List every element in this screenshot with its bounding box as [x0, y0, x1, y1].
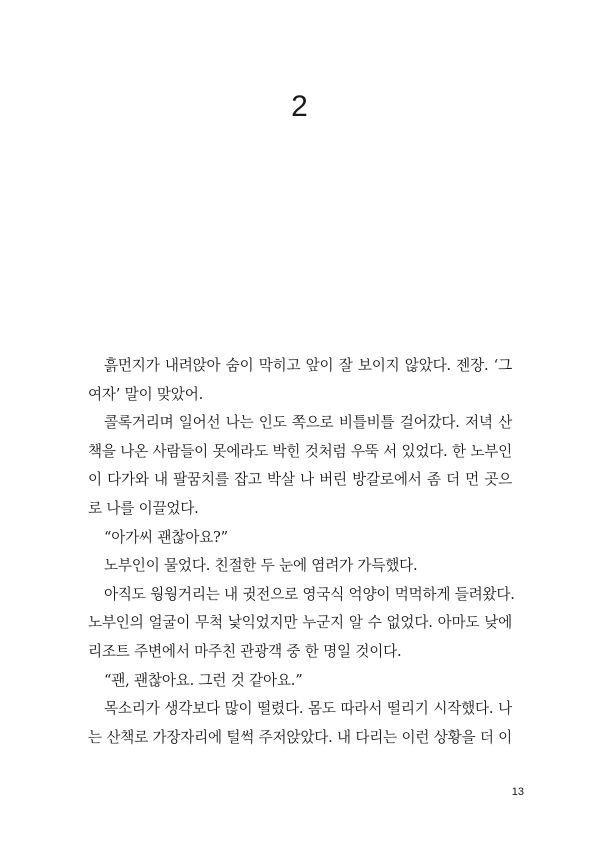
text-line: “괜, 괜찮아요. 그런 것 같아요.” — [104, 671, 303, 689]
text-line: 이 다가와 내 팔꿈치를 잡고 박살 나 버린 방갈로에서 좀 더 먼 곳으 — [88, 471, 512, 489]
paragraph — [88, 695, 512, 752]
text-line: 노부인의 얼굴이 무척 낯익었지만 누군지 알 수 없었다. 아마도 낮에 — [88, 614, 512, 632]
text-line: 로 나를 이끌었다. — [88, 499, 199, 517]
text-line: 노부인이 물었다. 친절한 두 눈에 염려가 가득했다. — [104, 557, 418, 575]
text-line: 흙먼지가 내려앉아 숨이 막히고 앞이 잘 보이지 않았다. 젠장. ‘그 — [104, 357, 512, 374]
text-line: 는 산책로 가장자리에 털썩 주저앉았다. 내 다리는 이런 상황을 더 이 — [88, 728, 513, 746]
paragraph — [88, 352, 512, 409]
paragraph — [88, 552, 512, 581]
body-text — [88, 352, 515, 752]
text-line: 콜록거리며 일어선 나는 인도 쪽으로 비틀비틀 걸어갔다. 저녁 산 — [104, 414, 512, 432]
text-line: 책을 나온 사람들이 못에라도 박힌 것처럼 우뚝 서 있었다. 한 노부인 — [88, 442, 513, 460]
paragraph — [88, 409, 512, 523]
paragraph — [88, 581, 515, 667]
chapter-number: 2 — [291, 90, 309, 123]
text-line: 아직도 웡웡거리는 내 귓전으로 영국식 억양이 먹먹하게 들려왔다. — [104, 585, 515, 603]
text-line: 리조트 주변에서 마주친 관광객 중 한 명일 것이다. — [88, 642, 402, 660]
text-line: 여자’ 말이 맞았어. — [88, 385, 204, 403]
text-line: 목소리가 생각보다 많이 떨렸다. 몸도 따라서 떨리기 시작했다. 나 — [104, 700, 512, 718]
paragraph — [88, 524, 512, 553]
paragraph — [88, 667, 512, 696]
text-line: “아가씨 괜찮아요?” — [104, 528, 228, 546]
page-number: 13 — [511, 786, 524, 798]
